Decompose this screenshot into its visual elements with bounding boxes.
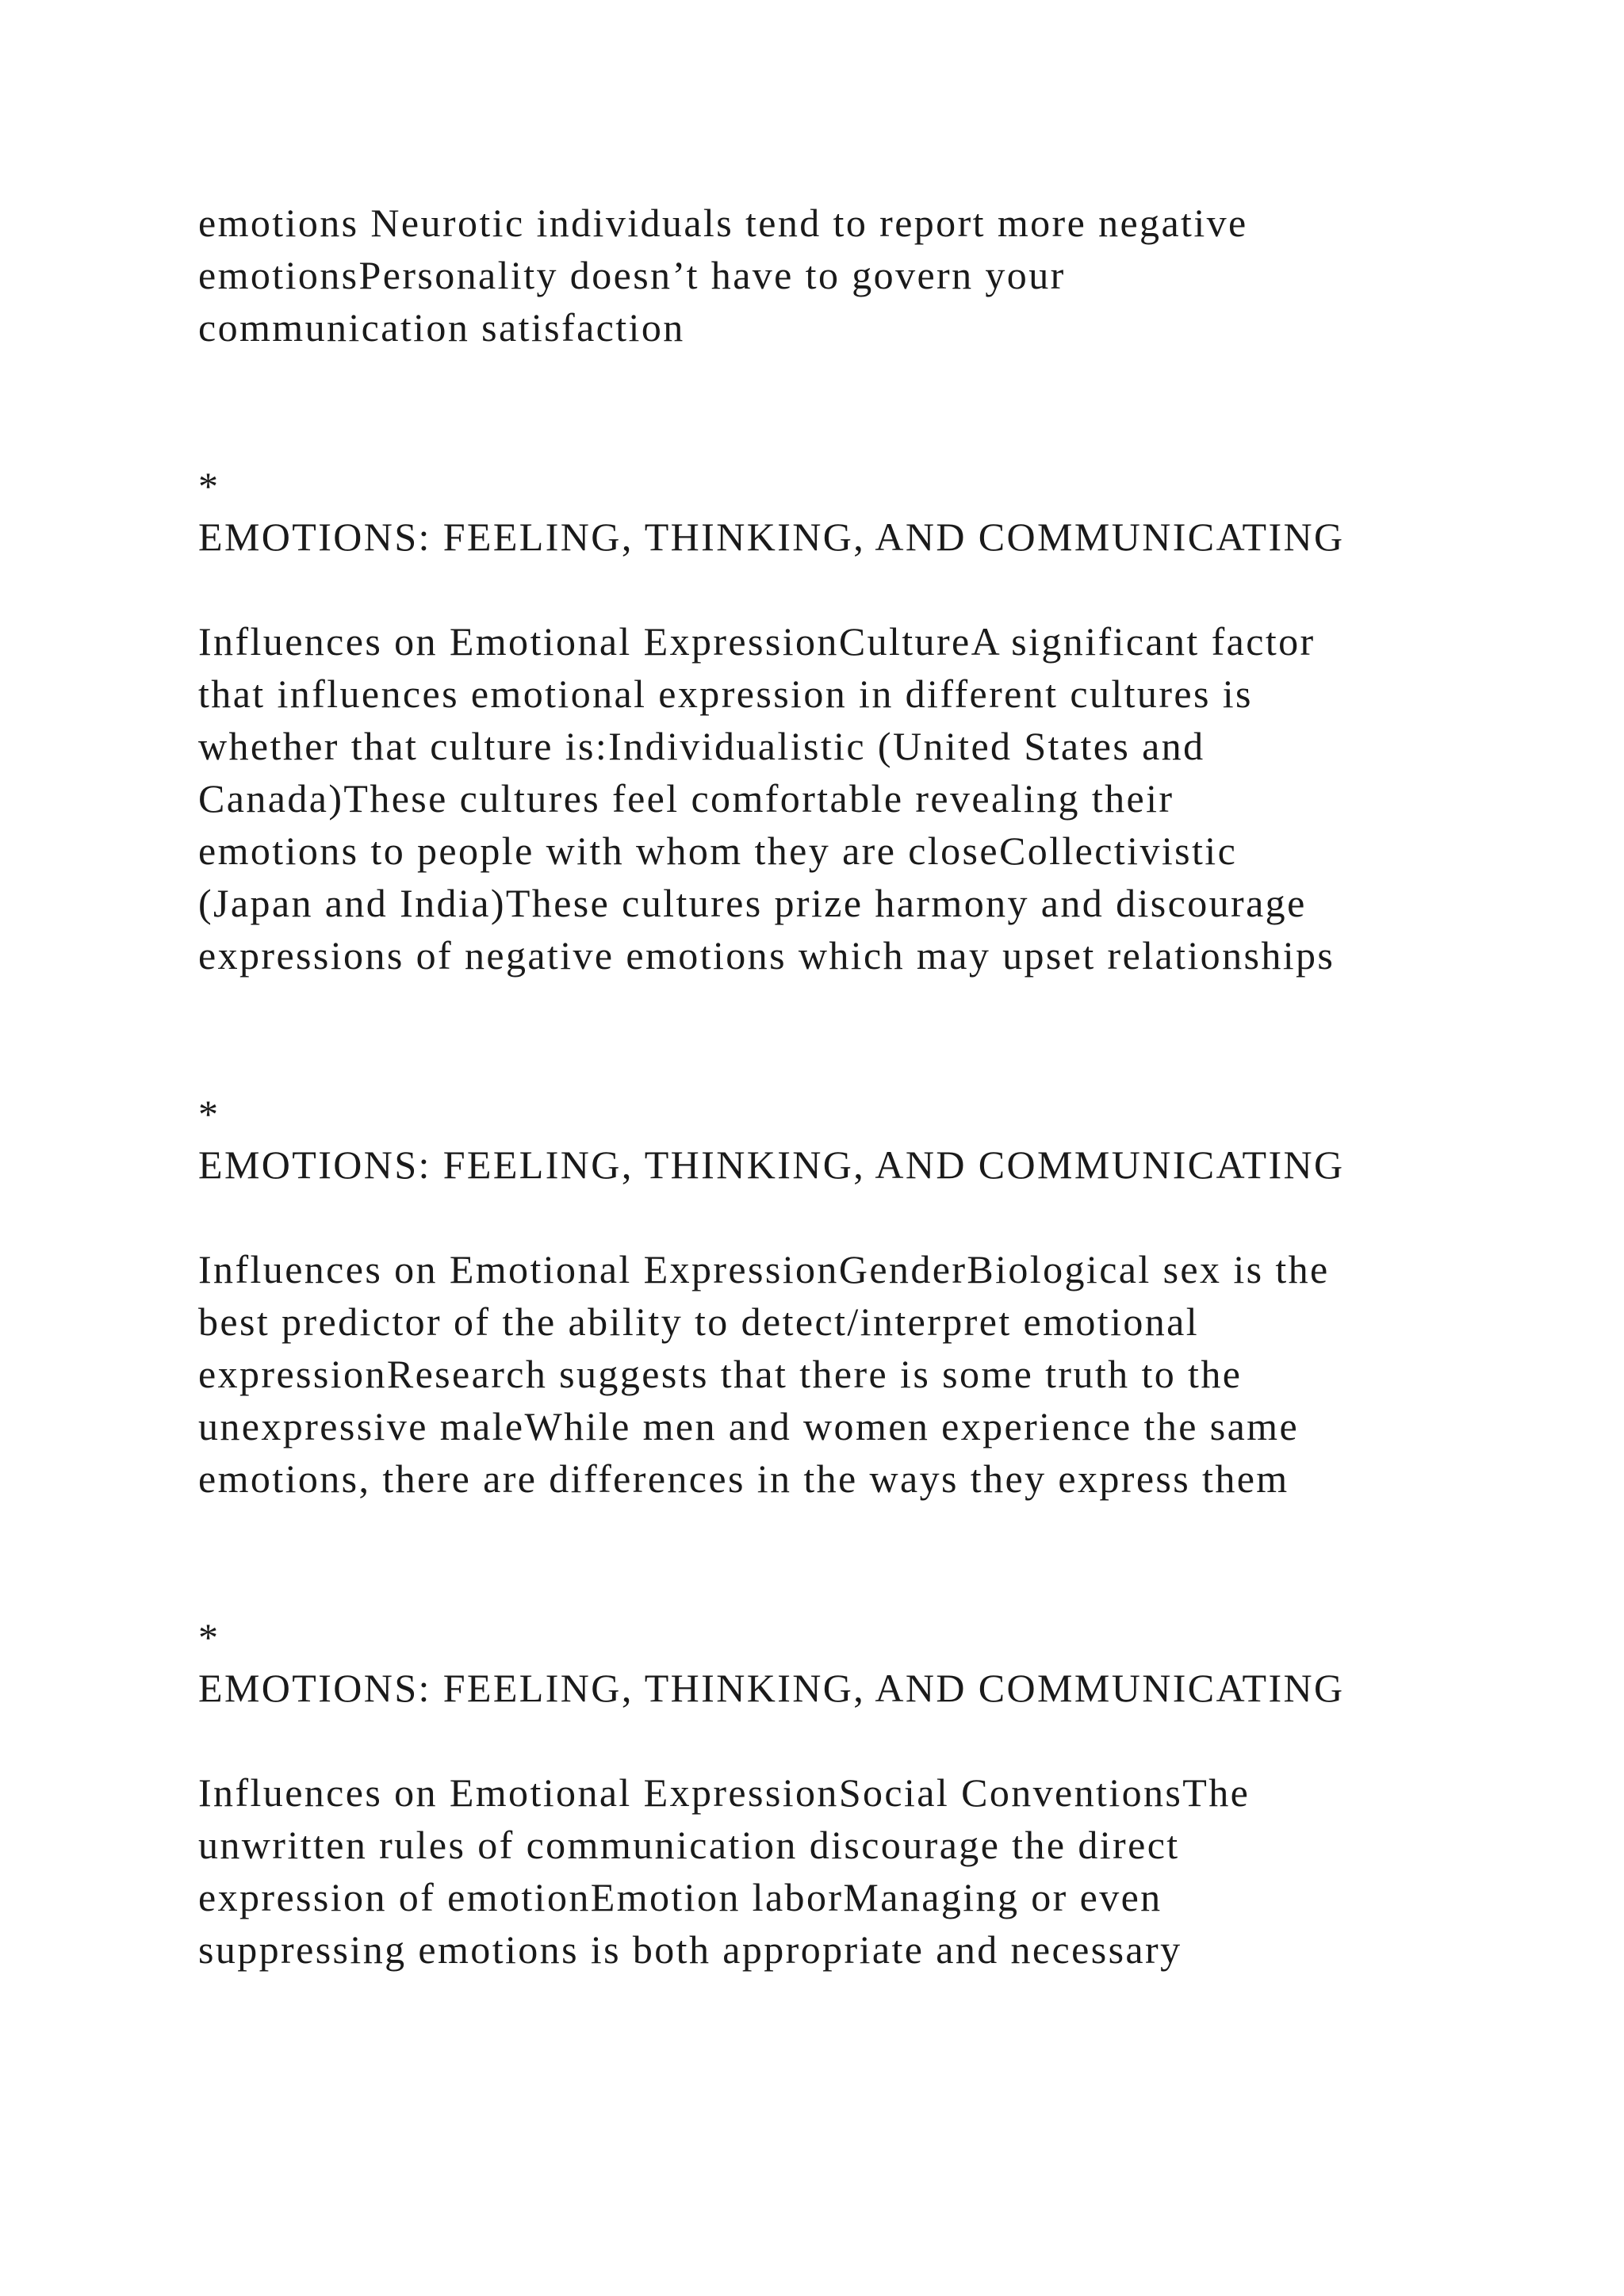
body-line: Canada)These cultures feel comfortable revealing their: [198, 776, 1174, 821]
body-line: best predictor of the ability to detect/interpret emotional: [198, 1299, 1200, 1344]
body-line: Influences on Emotional ExpressionGenderBiological sex is the: [198, 1247, 1330, 1292]
section-marker: *: [198, 464, 220, 508]
body-line: Influences on Emotional ExpressionSocial ConventionsThe: [198, 1770, 1251, 1815]
intro-line: emotionsPersonality doesn’t have to govern your: [198, 253, 1066, 297]
intro-line: emotions Neurotic individuals tend to report more negative: [198, 201, 1248, 245]
body-line: expressionResearch suggests that there is some truth to the: [198, 1352, 1243, 1396]
section-heading: EMOTIONS: FEELING, THINKING, AND COMMUNICATING: [198, 1666, 1345, 1710]
section-marker: *: [198, 1092, 220, 1136]
body-line: expression of emotionEmotion laborManaging or even: [198, 1875, 1162, 1919]
body-line: emotions to people with whom they are closeCollectivistic: [198, 828, 1238, 873]
body-line: Influences on Emotional ExpressionCultureA significant factor: [198, 619, 1316, 664]
body-line: (Japan and India)These cultures prize harmony and discourage: [198, 881, 1307, 925]
intro-line: communication satisfaction: [198, 305, 685, 350]
body-line: expressions of negative emotions which may upset relationships: [198, 933, 1335, 978]
section-heading: EMOTIONS: FEELING, THINKING, AND COMMUNICATING: [198, 515, 1345, 559]
body-line: that influences emotional expression in different cultures is: [198, 672, 1253, 716]
body-line: whether that culture is:Individualistic (United States and: [198, 724, 1205, 768]
body-line: unexpressive maleWhile men and women experience the same: [198, 1404, 1300, 1448]
section-marker: *: [198, 1615, 220, 1659]
section-heading: EMOTIONS: FEELING, THINKING, AND COMMUNICATING: [198, 1142, 1345, 1187]
body-line: emotions, there are differences in the ways they express them: [198, 1456, 1289, 1501]
body-line: unwritten rules of communication discourage the direct: [198, 1823, 1180, 1867]
body-line: suppressing emotions is both appropriate and necessary: [198, 1927, 1182, 1972]
